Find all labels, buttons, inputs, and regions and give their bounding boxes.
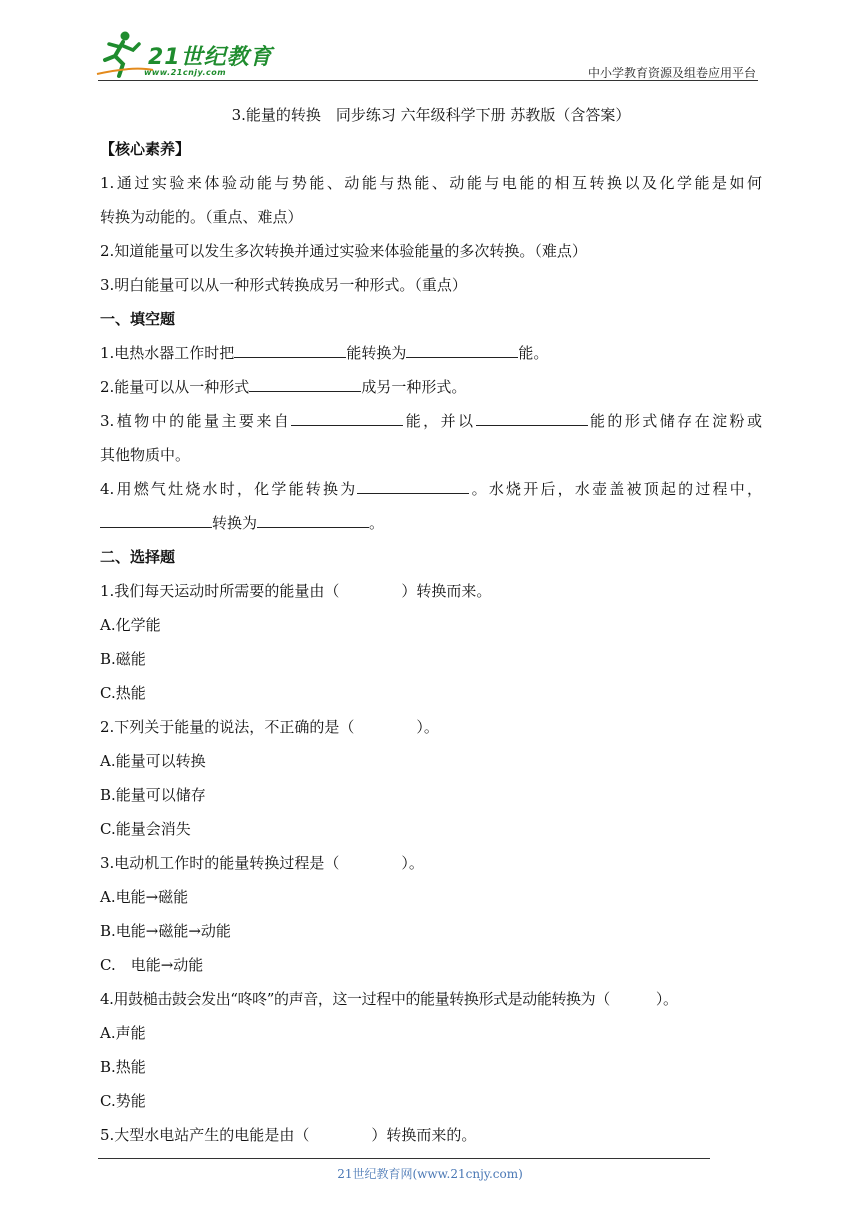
fill-q1-a: 1.电热水器工作时把 xyxy=(100,344,235,362)
choice-q1-a: 1.我们每天运动时所需要的能量由（ xyxy=(100,582,340,600)
fill-q4-d: 。 xyxy=(369,514,385,532)
document-body xyxy=(100,100,762,1152)
choice-q3-opt-c[interactable]: C. 电能→动能 xyxy=(100,956,204,974)
answer-blank[interactable] xyxy=(249,377,361,392)
fill-q2 xyxy=(100,370,762,404)
choice-q2-opt-b[interactable]: B.能量可以储存 xyxy=(100,786,206,804)
choice-q2-opt-c[interactable]: C.能量会消失 xyxy=(100,820,191,838)
fill-q1 xyxy=(100,336,762,370)
core-item-3: 3.明白能量可以从一种形式转换成另一种形式。（重点） xyxy=(100,276,467,294)
document-title: 3.能量的转换 同步练习 六年级科学下册 苏教版（含答案） xyxy=(231,106,631,124)
choice-q2-a: 2.下列关于能量的说法，不正确的是（ xyxy=(100,718,355,736)
fill-q4-cont xyxy=(100,506,762,540)
footer-link[interactable]: 21世纪教育网(www.21cnjy.com) xyxy=(337,1167,523,1181)
core-item-1b: 转换为动能的。（重点、难点） xyxy=(100,208,303,226)
fill-q4-b: 。水烧开后，水壶盖被顶起的过程中， xyxy=(469,480,762,498)
fill-heading: 一、填空题 xyxy=(100,310,176,328)
choice-q4-opt-a[interactable]: A.声能 xyxy=(100,1024,146,1042)
platform-label: 中小学教育资源及组卷应用平台 xyxy=(587,66,756,80)
choice-q1-opt-b[interactable]: B.磁能 xyxy=(100,650,146,668)
choice-q3-opt-b[interactable]: B.电能→磁能→动能 xyxy=(100,922,231,940)
answer-blank[interactable] xyxy=(406,343,518,358)
answer-blank[interactable] xyxy=(357,479,469,494)
core-heading: 【核心素养】 xyxy=(100,140,191,158)
page-header xyxy=(0,0,860,90)
answer-blank[interactable] xyxy=(257,513,369,528)
choice-q1-opt-a[interactable]: A.化学能 xyxy=(100,616,161,634)
answer-blank[interactable] xyxy=(476,411,588,426)
core-item-1a: 1.通过实验来体验动能与势能、动能与热能、动能与电能的相互转换以及化学能是如何 xyxy=(100,174,762,192)
choice-q3-b: ）。 xyxy=(401,854,424,872)
choice-q2 xyxy=(100,710,762,744)
choice-q4 xyxy=(100,982,762,1016)
logo-text: 21世纪教育 xyxy=(148,45,273,70)
fill-q3-c: 能的形式储存在淀粉或 xyxy=(587,412,762,430)
choice-q1 xyxy=(100,574,762,608)
fill-q4 xyxy=(100,472,762,506)
choice-q3-a: 3.电动机工作时的能量转换过程是（ xyxy=(100,854,340,872)
logo-url: www.21cnjy.com xyxy=(144,68,227,77)
header-divider xyxy=(98,80,758,81)
answer-blank[interactable] xyxy=(234,343,346,358)
choice-q5-b: ）转换而来的。 xyxy=(371,1126,477,1144)
choice-q2-opt-a[interactable]: A.能量可以转换 xyxy=(100,752,206,770)
choice-q4-a: 4.用鼓槌击鼓会发出“咚咚”的声音，这一过程中的能量转换形式是动能转换为（ xyxy=(100,990,610,1008)
choice-q1-opt-c[interactable]: C.热能 xyxy=(100,684,146,702)
answer-blank[interactable] xyxy=(291,411,403,426)
choice-q3-opt-a[interactable]: A.电能→磁能 xyxy=(100,888,189,906)
fill-q2-b: 成另一种形式。 xyxy=(361,378,467,396)
fill-q3-a: 3.植物中的能量主要来自 xyxy=(100,412,292,430)
choice-q4-opt-c[interactable]: C.势能 xyxy=(100,1092,146,1110)
fill-q4-a: 4.用燃气灶烧水时，化学能转换为 xyxy=(100,480,358,498)
choice-q5-a: 5.大型水电站产生的电能是由（ xyxy=(100,1126,310,1144)
fill-q3-cont: 其他物质中。 xyxy=(100,446,191,464)
choice-q4-opt-b[interactable]: B.热能 xyxy=(100,1058,146,1076)
fill-q4-c: 转换为 xyxy=(212,514,258,532)
fill-q3 xyxy=(100,404,762,438)
fill-q1-b: 能转换为 xyxy=(346,344,407,362)
fill-q3-b: 能，并以 xyxy=(403,412,476,430)
core-item-2: 2.知道能量可以发生多次转换并通过实验来体验能量的多次转换。（难点） xyxy=(100,242,587,260)
fill-q1-c: 能。 xyxy=(518,344,549,362)
choice-heading: 二、选择题 xyxy=(100,548,176,566)
choice-q3 xyxy=(100,846,762,880)
choice-q2-b: ）。 xyxy=(416,718,439,736)
answer-blank[interactable] xyxy=(100,513,212,528)
footer-divider xyxy=(98,1158,710,1159)
choice-q5 xyxy=(100,1118,762,1152)
fill-q2-a: 2.能量可以从一种形式 xyxy=(100,378,250,396)
choice-q4-b: ）。 xyxy=(655,990,678,1008)
choice-q1-b: ）转换而来。 xyxy=(401,582,492,600)
